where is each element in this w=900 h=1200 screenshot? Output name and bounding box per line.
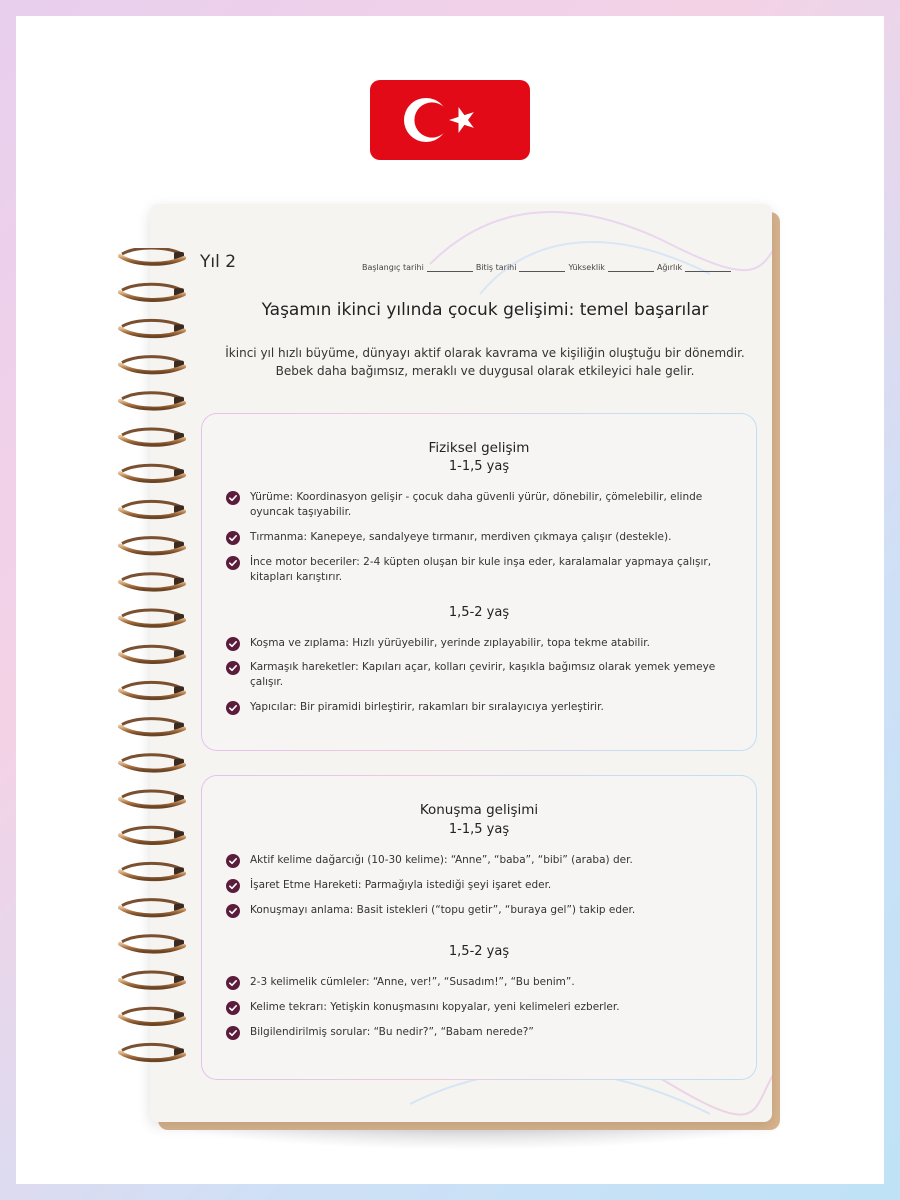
check-circle-icon (226, 701, 240, 720)
header-fields (362, 258, 754, 272)
list-item: Yürüme: Koordinasyon gelişir - çocuk daha güvenli yürür, dönebilir, çömelebilir, elinde oyuncak taşıyabilir. (226, 490, 740, 520)
page-title: Yaşamın ikinci yılında çocuk gelişimi: temel başarılar (261, 300, 709, 320)
weight-field[interactable] (685, 263, 731, 272)
list-item: Konuşmayı anlama: Basit istekleri (“topu getir”, “buraya gel”) takip eder. (226, 903, 740, 918)
check-circle-icon (226, 879, 240, 898)
binding-ring (120, 755, 184, 771)
age-period-label: 1-1,5 yaş (448, 459, 510, 474)
binding-ring (120, 429, 184, 445)
turkey-flag-icon (370, 80, 530, 160)
binding-ring (120, 972, 184, 988)
list-item: Bilgilendirilmiş sorular: “Bu nedir?”, “Babam nerede?” (226, 1025, 740, 1040)
physical-development-card (201, 413, 757, 751)
list-item: İnce motor beceriler: 2-4 küpten oluşan bir kule inşa eder, karalamalar yapmaya çalışır, kitapları karıştırır. (226, 555, 740, 585)
check-circle-icon (226, 854, 240, 873)
intro-line: İkinci yıl hızlı büyüme, dünyayı aktif olarak kavrama ve kişiliğin oluştuğu bir dönemdir. (225, 346, 745, 360)
list-item: Kelime tekrarı: Yetişkin konuşmasını kopyalar, yeni kelimeleri ezberler. (226, 1000, 740, 1015)
binding-ring (120, 284, 184, 300)
age-period-label: 1-1,5 yaş (448, 822, 510, 837)
check-circle-icon (226, 661, 240, 680)
list-item: Yapıcılar: Bir piramidi birleştirir, rakamları bir sıralayıcıya yerleştirir. (226, 700, 740, 715)
check-circle-icon (226, 976, 240, 995)
weight-label: Ağırlık (656, 263, 683, 272)
check-circle-icon (226, 556, 240, 575)
binding-ring (120, 501, 184, 517)
card-title: Konuşma gelişimi (419, 802, 539, 818)
binding-ring (120, 682, 184, 698)
year-label: Yıl 2 (200, 252, 237, 272)
age-period-label: 1,5-2 yaş (448, 944, 510, 959)
binding-ring (120, 538, 184, 554)
check-circle-icon (226, 904, 240, 923)
height-field[interactable] (608, 263, 654, 272)
list-item: 2-3 kelimelik cümleler: “Anne, ver!”, “Susadım!”, “Bu benim”. (226, 975, 740, 990)
binding-ring (120, 827, 184, 843)
binding-ring (120, 1008, 184, 1024)
binding-ring (120, 791, 184, 807)
check-circle-icon (226, 491, 240, 510)
binding-ring (120, 610, 184, 626)
list-item: Aktif kelime dağarcığı (10-30 kelime): “Anne”, “baba”, “bibi” (araba) der. (226, 853, 740, 868)
binding-ring (120, 646, 184, 662)
start-date-field[interactable] (427, 263, 473, 272)
binding-ring (120, 1044, 184, 1060)
list-item: Tırmanma: Kanepeye, sandalyeye tırmanır, merdiven çıkmaya çalışır (destekle). (226, 530, 740, 545)
card-title: Fiziksel gelişim (428, 440, 530, 456)
end-date-field[interactable] (519, 263, 565, 272)
binding-ring (120, 719, 184, 735)
binding-ring (120, 357, 184, 373)
binding-ring (120, 465, 184, 481)
list-item: İşaret Etme Hareketi: Parmağıyla istediği şeyi işaret eder. (226, 878, 740, 893)
end-date-label: Bitiş tarihi (475, 263, 517, 272)
check-circle-icon (226, 531, 240, 550)
binding-ring (120, 320, 184, 336)
speech-development-card (201, 775, 757, 1080)
binding-ring (120, 900, 184, 916)
list-item: Koşma ve zıplama: Hızlı yürüyebilir, yerinde zıplayabilir, topa tekme atabilir. (226, 636, 740, 651)
spiral-binding (116, 248, 188, 1088)
binding-ring (120, 574, 184, 590)
age-period-label: 1,5-2 yaş (448, 605, 510, 620)
check-circle-icon (226, 1001, 240, 1020)
intro-text (200, 344, 770, 380)
list-item: Karmaşık hareketler: Kapıları açar, kolları çevirir, kaşıkla bağımsız olarak yemek yemeye çalışır. (226, 660, 740, 690)
intro-line: Bebek daha bağımsız, meraklı ve duygusal olarak etkileyici hale gelir. (275, 364, 695, 378)
check-circle-icon (226, 637, 240, 656)
start-date-label: Başlangıç tarihi (362, 263, 424, 272)
binding-ring (120, 248, 184, 264)
binding-ring (120, 863, 184, 879)
binding-ring (120, 936, 184, 952)
height-label: Yükseklik (568, 263, 605, 272)
check-circle-icon (226, 1026, 240, 1045)
binding-ring (120, 393, 184, 409)
